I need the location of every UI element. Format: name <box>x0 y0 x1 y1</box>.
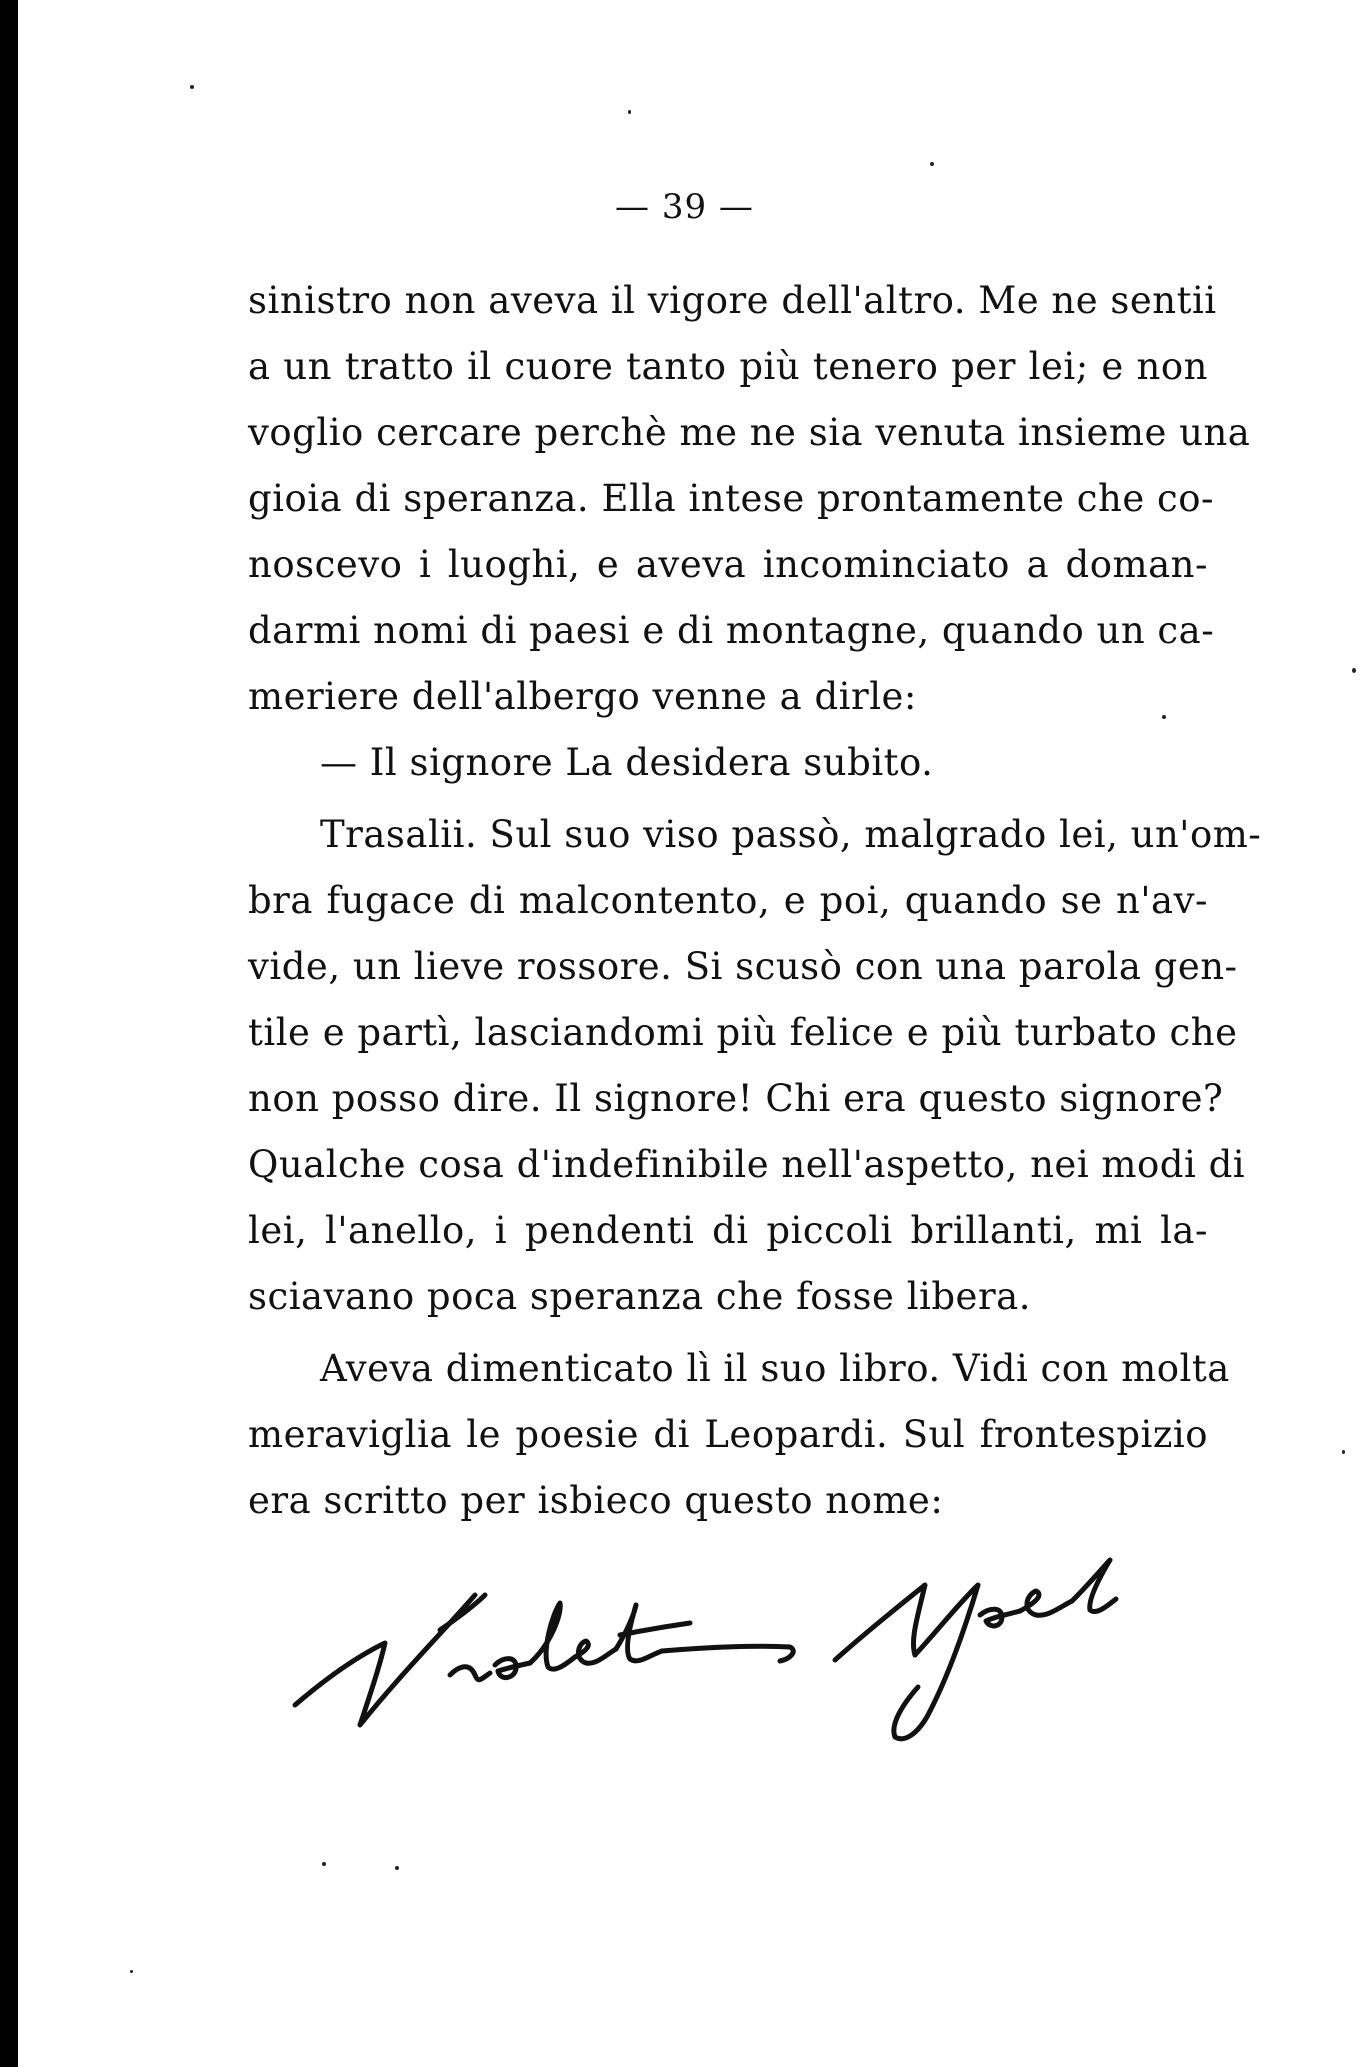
text-line: Aveva dimenticato lì il suo libro. Vidi con molta <box>320 1347 1230 1390</box>
binding-edge <box>0 0 18 2067</box>
text-line: tile e partì, lasciandomi più felice e più turbato che <box>248 1011 1238 1054</box>
text-line: Qualche cosa d'indefinibile nell'aspetto, nei modi di <box>248 1143 1246 1186</box>
text-line: lei, l'anello, i pendenti di piccoli brillanti, mi la- <box>248 1209 1208 1252</box>
text-line: Trasalii. Sul suo viso passò, malgrado lei, un'om- <box>320 813 1262 856</box>
text-line: gioia di speranza. Ella intese prontamente che co- <box>248 477 1214 520</box>
text-line: era scritto per isbieco questo nome: <box>248 1479 944 1522</box>
text-line: sinistro non aveva il vigore dell'altro. Me ne sentii <box>248 279 1217 322</box>
scan-speck <box>190 85 194 89</box>
scan-speck <box>628 110 631 114</box>
scan-speck <box>1352 668 1356 673</box>
text-line: darmi nomi di paesi e di montagne, quando un ca- <box>248 609 1215 652</box>
text-line: voglio cercare perchè me ne sia venuta insieme una <box>248 411 1251 454</box>
dialogue-line: — Il signore La desidera subito. <box>320 741 934 784</box>
text-line: bra fugace di malcontento, e poi, quando se n'av- <box>248 879 1208 922</box>
text-line: a un tratto il cuore tanto più tenero per lei; e non <box>248 345 1208 388</box>
scan-speck <box>930 162 934 166</box>
body-text <box>248 268 1262 1534</box>
scan-speck <box>1342 1450 1345 1454</box>
text-line: meriere dell'albergo venne a dirle: <box>248 675 917 718</box>
signature <box>290 1555 1210 1745</box>
text-line: vide, un lieve rossore. Si scusò con una parola gen- <box>248 945 1238 988</box>
text-line: meraviglia le poesie di Leopardi. Sul frontespizio <box>248 1413 1208 1456</box>
text-line: noscevo i luoghi, e aveva incominciato a doman- <box>248 543 1208 586</box>
text-line: non posso dire. Il signore! Chi era questo signore? <box>248 1077 1224 1120</box>
page-number: — 39 — <box>615 187 754 227</box>
scan-speck <box>395 1866 399 1870</box>
text-line: sciavano poca speranza che fosse libera. <box>248 1275 1031 1318</box>
scan-speck <box>130 1970 133 1973</box>
scan-speck <box>322 1862 326 1866</box>
